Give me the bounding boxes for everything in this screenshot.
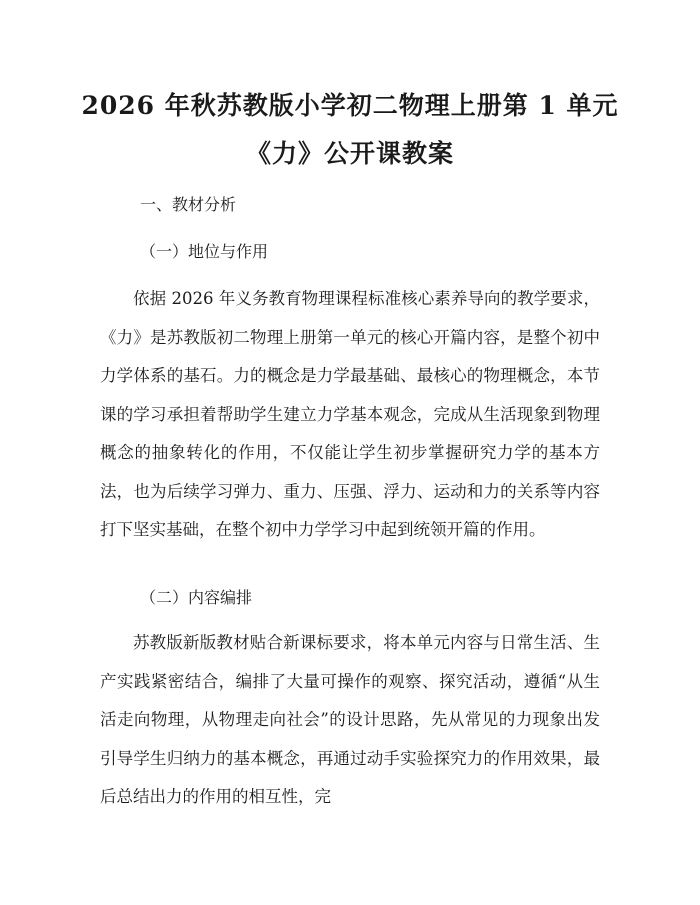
section-heading-textbook-analysis: 一、教材分析: [140, 195, 237, 214]
subsection-heading-content-arrangement: （二）内容编排: [140, 588, 253, 607]
paragraph-content-arrangement: 苏教版新版教材贴合新课标要求，将本单元内容与日常生活、生产实践紧密结合，编排了大量可操作的观察、探究活动，遵循“从生活走向物理，从物理走向社会”的设计思路，先从常见的力现象出发引导学生归纳力的基本概念，再通过动手实验探究力的作用效果，最后总结出力的作用的相互性，完: [100, 633, 600, 806]
paragraph-position-and-role: 依据 2026 年义务教育物理课程标准核心素养导向的教学要求，《力》是苏教版初二物理上册第一单元的核心开篇内容，是整个初中力学体系的基石。力的概念是力学最基础、最核心的物理概念，本节课的学习承担着帮助学生建立力学基本观念，完成从生活现象到物理概念的抽象转化的作用，不仅能让学生初步掌握研究力学的基本方法，也为后续学习弹力、重力、压强、浮力、运动和力的关系等内容打下坚实基础，在整个初中力学学习中起到统领开篇的作用。: [100, 289, 600, 539]
document-title-line-1: 2026 年秋苏教版小学初二物理上册第 1 单元: [81, 91, 619, 120]
document-title-line-2: 《力》公开课教案: [245, 139, 454, 168]
subsection-heading-position-and-role: （一）地位与作用: [140, 242, 269, 261]
